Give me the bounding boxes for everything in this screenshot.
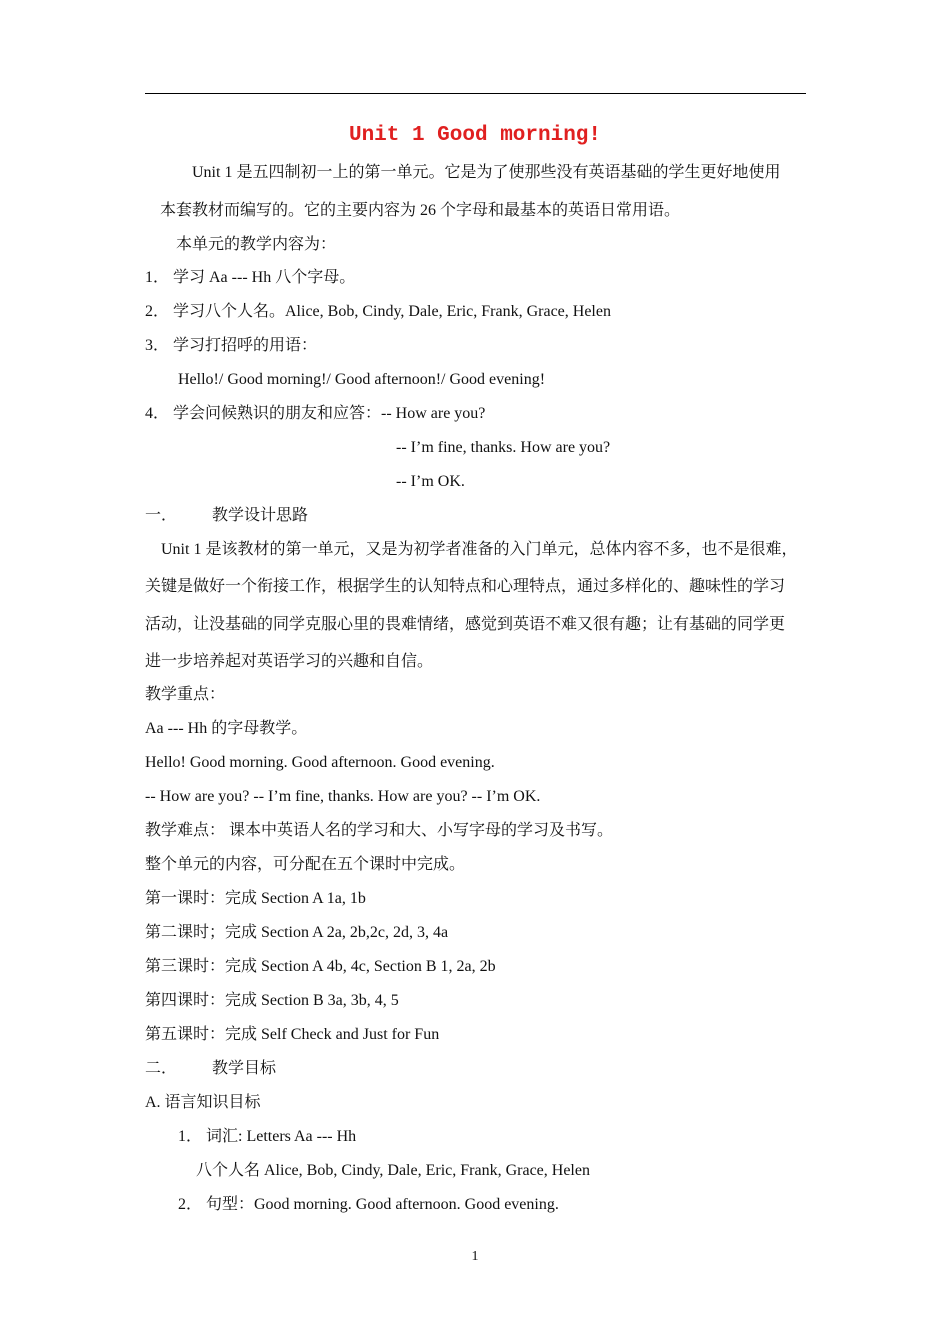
key-point: -- How are you? -- I’m fine, thanks. How are you? -- I’m OK. xyxy=(145,788,541,805)
section-1-heading xyxy=(145,506,308,526)
list-item xyxy=(145,336,317,356)
list-number: 3． xyxy=(145,337,170,354)
section-2-heading xyxy=(145,1059,276,1079)
section-title: 教学目标 xyxy=(212,1060,277,1077)
subsection-a: A. 语言知识目标 xyxy=(145,1094,261,1111)
list-text: 学习 Aa --- Hh 八个字母。 xyxy=(173,269,356,286)
list-number: 1． xyxy=(178,1128,203,1145)
answer-line: -- I’m fine, thanks. How are you? xyxy=(396,439,611,456)
sentence-pattern-text: 句型：Good morning. Good afternoon. Good evening. xyxy=(206,1196,559,1213)
key-point: Aa --- Hh 的字母教学。 xyxy=(145,720,308,737)
vocab-item xyxy=(178,1127,356,1147)
page-number: 1 xyxy=(471,1249,479,1264)
list-item xyxy=(145,268,355,288)
list-number: 1． xyxy=(145,269,170,286)
schedule-item: 第四课时：完成 Section B 3a, 3b, 4, 5 xyxy=(145,992,399,1009)
header-rule xyxy=(145,93,806,94)
names-line: 八个人名 Alice, Bob, Cindy, Dale, Eric, Frank, Grace, Helen xyxy=(196,1162,590,1179)
intro-line-2: 本套教材而编写的。它的主要内容为 26 个字母和最基本的英语日常用语。 xyxy=(160,202,681,219)
paragraph-line: Unit 1 是该教材的第一单元，又是为初学者准备的入门单元，总体内容不多，也不是很难， xyxy=(161,541,798,558)
list-number: 4． xyxy=(145,405,170,422)
sentence-pattern-item xyxy=(178,1195,559,1215)
schedule-item: 第一课时：完成 Section A 1a, 1b xyxy=(145,890,366,907)
key-points-label: 教学重点： xyxy=(145,686,226,703)
list-number: 2． xyxy=(145,303,170,320)
difficulty-line: 教学难点： 课本中英语人名的学习和大、小写字母的学习及书写。 xyxy=(145,822,614,839)
page-title: Unit 1 Good morning! xyxy=(348,124,602,147)
vocab-text: 词汇: Letters Aa --- Hh xyxy=(206,1128,357,1145)
section-number: 一． xyxy=(145,507,178,524)
paragraph-line: 进一步培养起对英语学习的兴趣和自信。 xyxy=(145,653,434,670)
paragraph-line: 关键是做好一个衔接工作，根据学生的认知特点和心理特点，通过多样化的、趣味性的学习 xyxy=(145,578,786,595)
section-title: 教学设计思路 xyxy=(212,507,309,524)
paragraph-line: 活动，让没基础的同学克服心里的畏难情绪，感觉到英语不难又很有趣；让有基础的同学更 xyxy=(145,616,786,633)
greeting-examples: Hello!/ Good morning!/ Good afternoon!/ Good evening! xyxy=(178,371,546,388)
schedule-item: 第五课时：完成 Self Check and Just for Fun xyxy=(145,1026,440,1043)
list-item xyxy=(145,404,485,424)
list-number: 2． xyxy=(178,1196,203,1213)
list-item xyxy=(145,302,611,322)
list-text: 学习八个人名。Alice, Bob, Cindy, Dale, Eric, Frank, Grace, Helen xyxy=(173,303,611,320)
intro-line-3: 本单元的教学内容为： xyxy=(176,236,337,253)
schedule-item: 第二课时；完成 Section A 2a, 2b,2c, 2d, 3, 4a xyxy=(145,924,449,941)
list-text: 学习打招呼的用语： xyxy=(173,337,318,354)
section-number: 二． xyxy=(145,1060,178,1077)
schedule-intro: 整个单元的内容，可分配在五个课时中完成。 xyxy=(145,856,466,873)
answer-line: -- I’m OK. xyxy=(396,473,465,490)
key-point: Hello! Good morning. Good afternoon. Good evening. xyxy=(145,754,495,771)
intro-line-1: Unit 1 是五四制初一上的第一单元。它是为了使那些没有英语基础的学生更好地使用 xyxy=(192,164,781,181)
schedule-item: 第三课时：完成 Section A 4b, 4c, Section B 1, 2a, 2b xyxy=(145,958,496,975)
list-text: 学会问候熟识的朋友和应答：-- How are you? xyxy=(173,405,486,422)
